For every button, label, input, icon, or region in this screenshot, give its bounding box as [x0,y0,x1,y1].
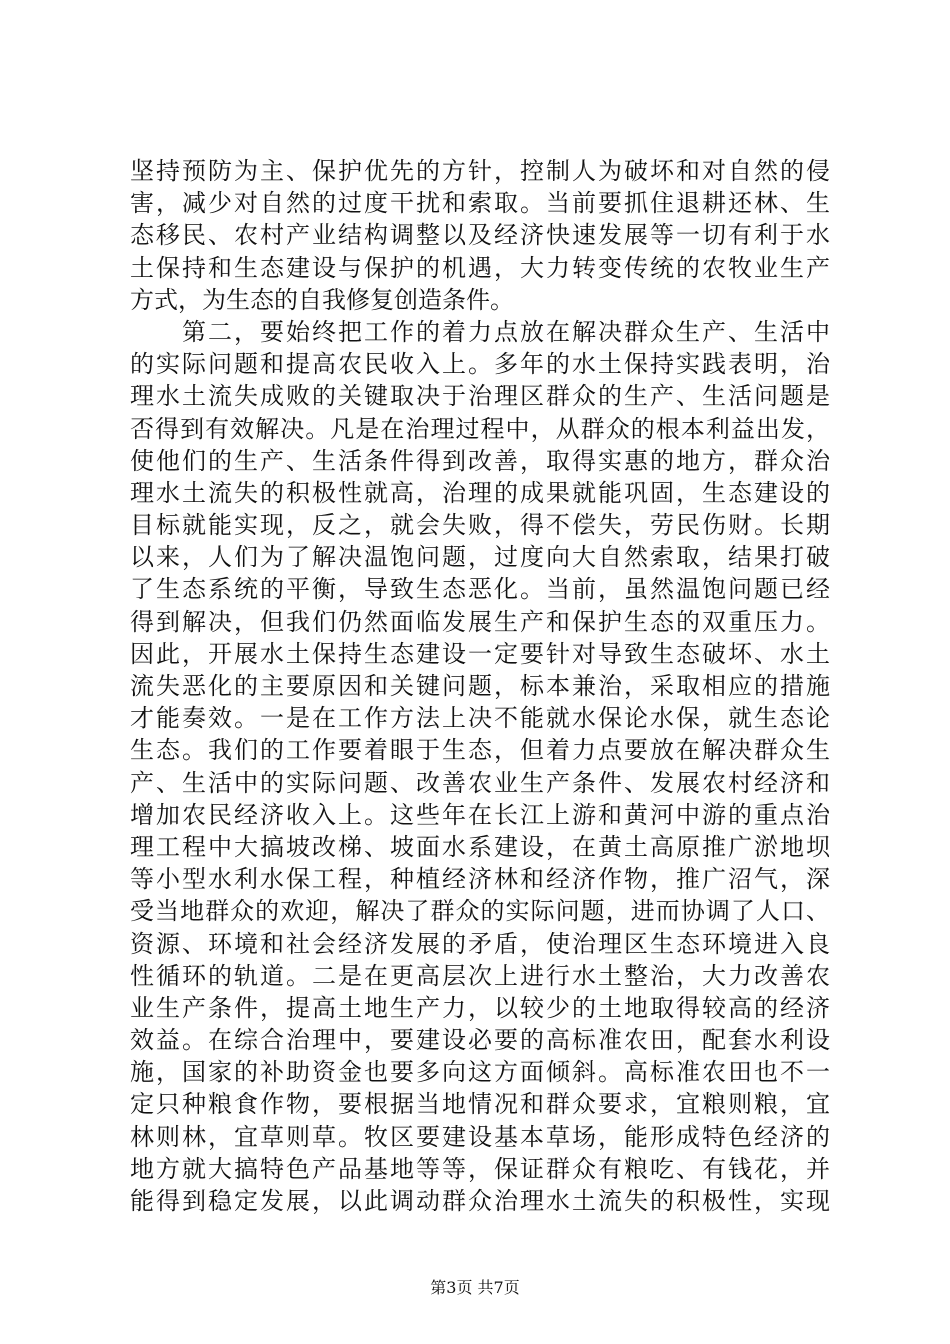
text-line: 产、生活中的实际问题、改善农业生产条件、发展农村经济和 [130,768,830,797]
text-line: 理水土流失成败的关键取决于治理区群众的生产、生活问题是 [130,382,830,411]
text-line: 得到解决，但我们仍然面临发展生产和保护生态的双重压力。 [130,607,830,636]
text-line: 了生态系统的平衡，导致生态恶化。当前，虽然温饱问题已经 [130,575,830,604]
text-line: 第二，要始终把工作的着力点放在解决群众生产、生活中 [130,317,830,346]
text-line: 生态。我们的工作要着眼于生态，但着力点要放在解决群众生 [130,736,830,765]
text-line: 态移民、农村产业结构调整以及经济快速发展等一切有利于水 [130,221,830,250]
text-line: 因此，开展水土保持生态建设一定要针对导致生态破坏、水土 [130,639,830,668]
text-line: 土保持和生态建设与保护的机遇，大力转变传统的农牧业生产 [130,253,830,282]
text-line: 增加农民经济收入上。这些年在长江上游和黄河中游的重点治 [130,800,830,829]
text-line: 性循环的轨道。二是在更高层次上进行水土整治，大力改善农 [130,961,830,990]
text-line: 坚持预防为主、保护优先的方针，控制人为破坏和对自然的侵 [130,157,830,185]
text-line: 等小型水利水保工程，种植经济林和经济作物，推广沼气，深 [130,865,830,894]
text-line: 流失恶化的主要原因和关键问题，标本兼治，采取相应的措施 [130,672,830,700]
text-line: 害，减少对自然的过度干扰和索取。当前要抓住退耕还林、生 [130,189,830,218]
text-line: 地方就大搞特色产品基地等等，保证群众有粮吃、有钱花，并 [130,1154,830,1183]
text-line: 否得到有效解决。凡是在治理过程中，从群众的根本利益出发， [130,414,830,443]
text-line: 定只种粮食作物，要根据当地情况和群众要求，宜粮则粮，宜 [130,1090,830,1119]
text-line: 业生产条件，提高土地生产力，以较少的土地取得较高的经济 [130,993,830,1022]
text-line: 林则林，宜草则草。牧区要建设基本草场，能形成特色经济的 [130,1122,830,1151]
text-line: 以来，人们为了解决温饱问题，过度向大自然索取，结果打破 [130,543,830,572]
text-line: 才能奏效。一是在工作方法上决不能就水保论水保，就生态论 [130,704,830,733]
text-line: 效益。在综合治理中，要建设必要的高标准农田，配套水利设 [130,1026,830,1055]
page-footer: 第3页 共7页 [430,1278,520,1297]
text-line: 目标就能实现，反之，就会失败，得不偿失，劳民伤财。长期 [130,511,830,540]
text-line: 施，国家的补助资金也要多向这方面倾斜。高标准农田也不一 [130,1058,830,1087]
text-line: 使他们的生产、生活条件得到改善，取得实惠的地方，群众治 [130,446,830,475]
text-line: 受当地群众的欢迎，解决了群众的实际问题，进而协调了人口、 [130,897,830,926]
text-line: 能得到稳定发展，以此调动群众治理水土流失的积极性，实现 [130,1187,830,1215]
text-line: 理水土流失的积极性就高，治理的成果就能巩固，生态建设的 [130,478,830,507]
body-text [130,155,830,1217]
text-line: 资源、环境和社会经济发展的矛盾，使治理区生态环境进入良 [130,929,830,958]
text-line: 的实际问题和提高农民收入上。多年的水土保持实践表明，治 [130,350,830,379]
text-line: 理工程中大搞坡改梯、坡面水系建设，在黄土高原推广淤地坝 [130,832,830,861]
text-line: 方式，为生态的自我修复创造条件。 [130,285,514,314]
